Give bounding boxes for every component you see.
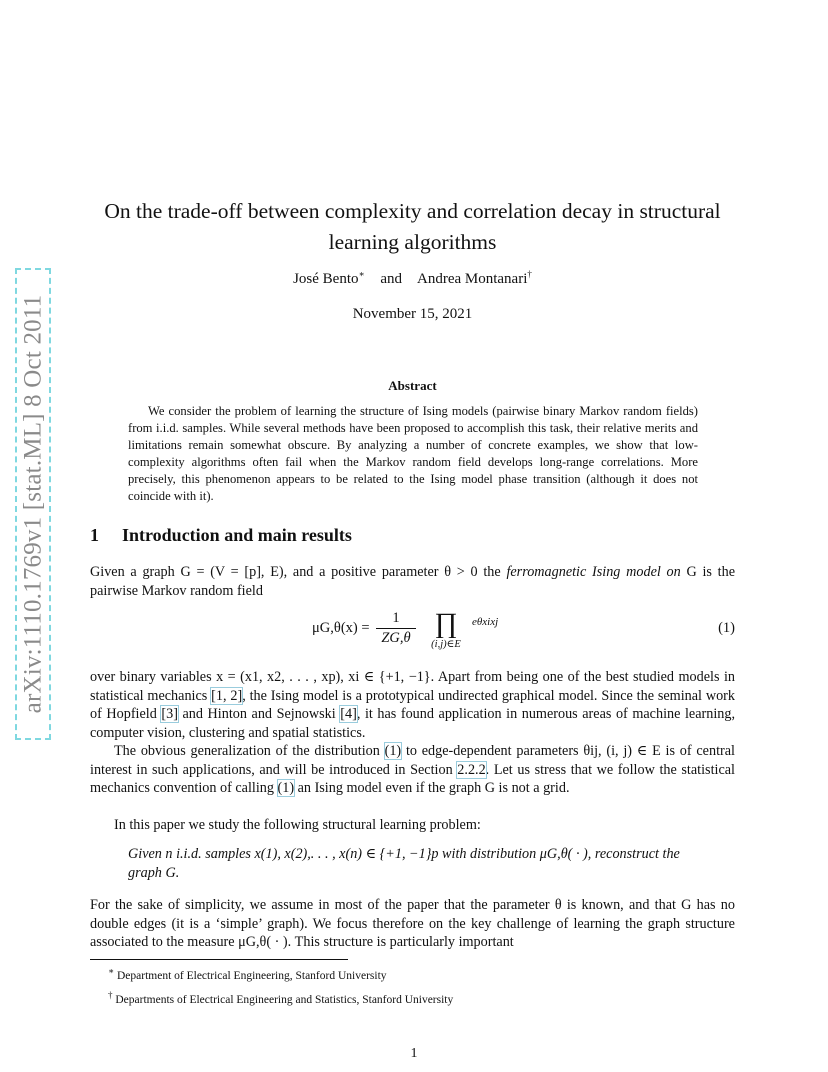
p3-text-c: . Let us stress that we follow the statistical mechanics convention of calling [90,761,735,797]
section-title: Introduction and main results [122,525,352,545]
product-symbol: ∏ [434,608,458,639]
citation-link-1-2[interactable]: [1, 2] [211,687,243,704]
equation-number: (1) [718,620,735,636]
intro-paragraph-1 [90,563,735,600]
authors-and: and [380,271,403,287]
equation-fraction [376,610,416,647]
p1-emph: ferromagnetic Ising model on [506,564,681,580]
footnote-2 [108,990,454,1006]
intro-paragraph-4: In this paper we study the following structural learning problem: [114,817,481,833]
p1-text-a: Given a graph G = (V = [p], E), and a positive parameter θ > 0 the [90,564,507,580]
citation-link-3[interactable]: [3] [161,706,178,723]
paper-title: On the trade-off between complexity and correlation decay in structural learning algorithms [104,199,721,254]
product-subscript: (i,j)∈E [431,639,461,650]
equation-denominator: ZG,θ [381,630,411,646]
intro-paragraph-3 [90,742,735,798]
p3-text-b: to edge-dependent parameters θij, (i, j) ∈ E is of central interest in such applications, and will be introduced in Section [90,743,735,778]
equation-exponential: eθxixj [472,616,499,628]
paper-date: November 15, 2021 [352,306,473,322]
author-montanari: Andrea Montanari [417,271,528,287]
intro-paragraph-5: For the sake of simplicity, we assume in most of the paper that the parameter θ is known, and that G has no double edges (it is a ‘simple’ graph). We focus therefore on the key challenge of learning the graph structure associated to the measure μG,θ( · ). This structure is particularly important [90,897,735,951]
equation-ref-link-1[interactable]: (1) [384,743,402,759]
author-montanari-mark: † [527,269,532,279]
abstract-text: We consider the problem of learning the structure of Ising models (pairwise binary Markov random fields) from i.i.d. samples. While several methods have been proposed to accomplish this task, their relative merits and limitations remain somewhat obscure. By analyzing a number of concrete examples, we show that low-complexity algorithms often fail when the Markov random field develops long-range correlations. More precisely, this phenomenon appears to be related to the Ising model phase transition (although it does not coincide with it). [128,404,698,503]
abstract-heading: Abstract [388,378,437,393]
p3-text-d: an Ising model even if the graph G is not a grid. [294,780,570,797]
author-bento-mark: ∗ [358,269,365,279]
footnote-2-mark: † [108,990,113,1001]
equation-ref-link-2[interactable]: (1) [277,780,295,797]
p2-text-b: , the Ising model is a prototypical undirected graphical model. Since the seminal work of Hopfield [90,687,735,723]
problem-statement: Given n i.i.d. samples x(1), x(2),. . . , x(n) ∈ {+1, −1}p with distribution μG,θ( · ), reconstruct the graph G. [128,846,680,881]
section-number: 1 [90,525,99,545]
equation-1 [90,610,735,658]
footnote-divider [90,959,348,960]
intro-paragraph-2 [90,668,735,742]
p3-text-a: The obvious generalization of the distribution [114,743,385,759]
section-heading [90,525,352,546]
section-ref-link[interactable]: 2.2.2 [457,761,486,778]
arxiv-stamp [15,268,51,740]
authors-line [90,271,735,288]
footnote-1-text: Department of Electrical Engineering, Stanford University [117,970,387,982]
footnote-1 [108,966,387,982]
arxiv-id-text: arXiv:1110.1769v1 [stat.ML] 8 Oct 2011 [19,294,46,714]
equation-lhs: μG,θ(x) = [312,620,370,636]
page-number: 1 [410,1046,418,1061]
equation-numerator: 1 [376,610,416,629]
p1-text-b: G is the pairwise Markov random field [90,564,736,599]
citation-link-4[interactable]: [4] [340,706,357,723]
p2-text-d: , it has found application in numerous areas of machine learning, computer vision, clustering and spatial statistics. [90,706,735,741]
equation-product [422,610,470,650]
author-bento: José Bento [293,271,359,287]
p2-text-a: over binary variables x = (x1, x2, . . . , xp), xi ∈ {+1, −1}. Apart from being one of the best studied models in statistical mechanics [90,669,735,704]
footnote-2-text: Departments of Electrical Engineering and Statistics, Stanford University [115,994,454,1006]
footnote-1-mark: ∗ [108,966,115,977]
p2-text-c: and Hinton and Sejnowski [177,706,341,723]
